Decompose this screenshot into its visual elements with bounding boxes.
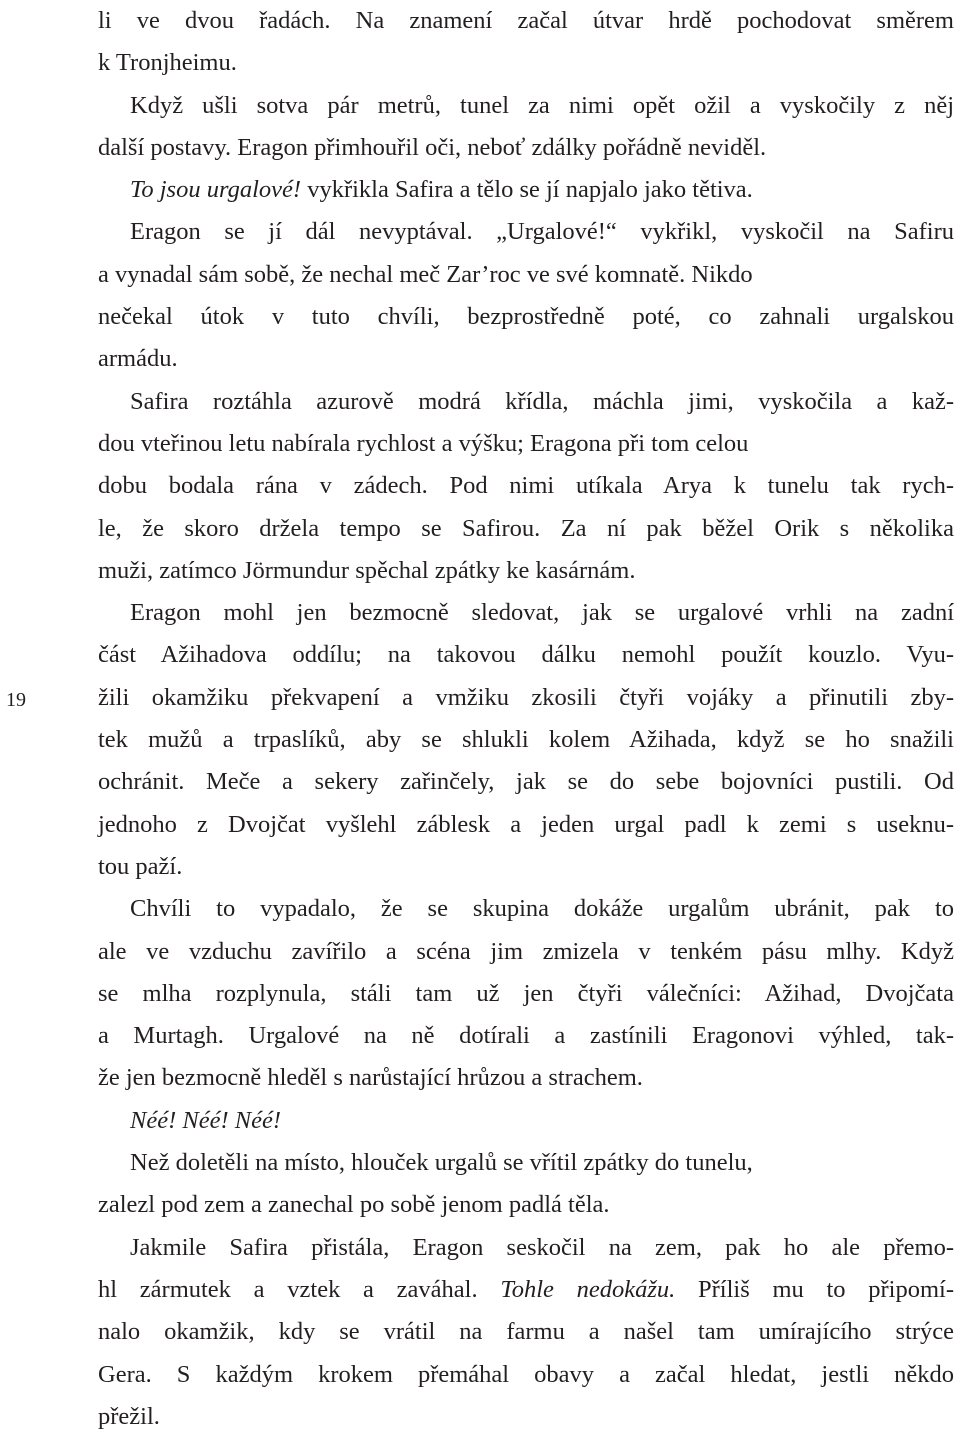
text-line	[98, 592, 954, 634]
text-run: zalezl pod zem a zanechal po sobě jenom padlá těla.	[98, 1191, 610, 1219]
text-run: muži, zatímco Jörmundur spěchal zpátky ke kasárnám.	[98, 556, 636, 584]
text-line	[98, 846, 954, 888]
italic-text: Tohle nedokážu.	[500, 1275, 676, 1303]
text-line	[98, 42, 954, 84]
text-line	[98, 465, 954, 507]
text-run: hl zármutek a vztek a zaváhal.	[98, 1275, 501, 1303]
text-line	[98, 804, 954, 846]
text-run: dou vteřinou letu nabírala rychlost a výšku; Eragona při tom celou	[98, 429, 749, 457]
text-line	[98, 423, 954, 465]
text-line	[98, 0, 954, 42]
text-line	[98, 508, 954, 550]
text-run: se mlha rozplynula, stáli tam už jen čtyři válečníci: Ažihad, Dvojčata	[98, 979, 954, 1007]
text-run: jednoho z Dvojčat vyšlehl záblesk a jeden urgal padl k zemi s useknu-	[98, 810, 954, 838]
text-line	[98, 634, 954, 676]
text-run: přežil.	[98, 1402, 160, 1430]
text-line	[98, 1396, 954, 1438]
text-run: le, že skoro držela tempo se Safirou. Za ní pak běžel Orik s několika	[98, 514, 954, 542]
text-run: tek mužů a trpaslíků, aby se shlukli kolem Ažihada, když se ho snažili	[98, 726, 954, 754]
text-run: vykřikla Safira a tělo se jí napjalo jako tětiva.	[301, 176, 753, 204]
text-line	[98, 973, 954, 1015]
text-line	[98, 1227, 954, 1269]
text-run: nečekal útok v tuto chvíli, bezprostředně poté, co zahnali urgalskou	[98, 303, 954, 331]
text-run: nalo okamžik, kdy se vrátil na farmu a našel tam umírajícího strýce	[98, 1318, 954, 1346]
text-line	[98, 1184, 954, 1226]
text-run: ale ve vzduchu zavířilo a scéna jim zmizela v tenkém pásu mlhy. Když	[98, 937, 954, 965]
italic-text: To jsou urgalové!	[130, 176, 302, 204]
text-run: žili okamžiku překvapení a vmžiku zkosili čtyři vojáky a přinutili zby-	[98, 683, 954, 711]
text-run: Eragon mohl jen bezmocně sledovat, jak se urgalové vrhli na zadní	[130, 599, 954, 627]
text-line	[98, 677, 954, 719]
text-run: li ve dvou řadách. Na znamení začal útvar hrdě pochodovat směrem	[98, 7, 954, 34]
text-line	[98, 254, 954, 296]
text-line	[98, 550, 954, 592]
text-line	[98, 85, 954, 127]
text-run: Než doletěli na místo, hlouček urgalů se vřítil zpátky do tunelu,	[130, 1149, 753, 1177]
body-text	[98, 0, 956, 1438]
text-run: a Murtagh. Urgalové na ně dotírali a zastínili Eragonovi výhled, tak-	[98, 1022, 954, 1050]
text-line	[98, 1057, 954, 1099]
text-run: část Ažihadova oddílu; na takovou dálku nemohl použít kouzlo. Vyu-	[98, 641, 954, 669]
text-line	[98, 761, 954, 803]
italic-text: Néé! Néé! Néé!	[130, 1106, 281, 1134]
text-run: Eragon se jí dál nevyptával. „Urgalové!“ vykřikl, vyskočil na Safiru	[130, 218, 954, 246]
text-run: Když ušli sotva pár metrů, tunel za nimi opět ožil a vyskočily z něj	[130, 91, 954, 119]
text-run: Gera. S každým krokem přemáhal obavy a začal hledat, jestli někdo	[98, 1360, 954, 1388]
page-number: 19	[6, 689, 26, 711]
text-run: a vynadal sám sobě, že nechal meč Zar’roc ve své komnatě. Nikdo	[98, 260, 753, 288]
text-line	[98, 1269, 954, 1311]
text-line	[98, 1142, 954, 1184]
text-run: Jakmile Safira přistála, Eragon seskočil na zem, pak ho ale přemo-	[130, 1233, 954, 1261]
text-line	[98, 296, 954, 338]
text-line	[98, 1354, 954, 1396]
text-line	[98, 338, 954, 380]
text-line	[98, 1311, 954, 1353]
text-line	[98, 127, 954, 169]
text-run: armádu.	[98, 345, 178, 373]
text-line	[98, 169, 954, 211]
text-run: další postavy. Eragon přimhouřil oči, neboť zdálky pořádně neviděl.	[98, 133, 767, 161]
text-line	[98, 1015, 954, 1057]
text-line	[98, 211, 954, 253]
text-run: tou paží.	[98, 852, 183, 880]
text-run: dobu bodala rána v zádech. Pod nimi utíkala Arya k tunelu tak rych-	[98, 472, 954, 500]
text-run: k Tronjheimu.	[98, 49, 237, 77]
text-run: Safira roztáhla azurově modrá křídla, máchla jimi, vyskočila a kaž-	[130, 387, 954, 415]
text-line	[98, 888, 954, 930]
text-run: ochránit. Meče a sekery zařinčely, jak se do sebe bojovníci pustili. Od	[98, 768, 954, 796]
text-run: Chvíli to vypadalo, že se skupina dokáže urgalům ubránit, pak to	[130, 895, 954, 923]
text-line	[98, 719, 954, 761]
text-run: že jen bezmocně hleděl s narůstající hrůzou a strachem.	[98, 1064, 643, 1092]
text-line	[98, 931, 954, 973]
text-line	[98, 1100, 954, 1142]
text-run: Příliš mu to připomí-	[675, 1275, 955, 1303]
text-line	[98, 381, 954, 423]
